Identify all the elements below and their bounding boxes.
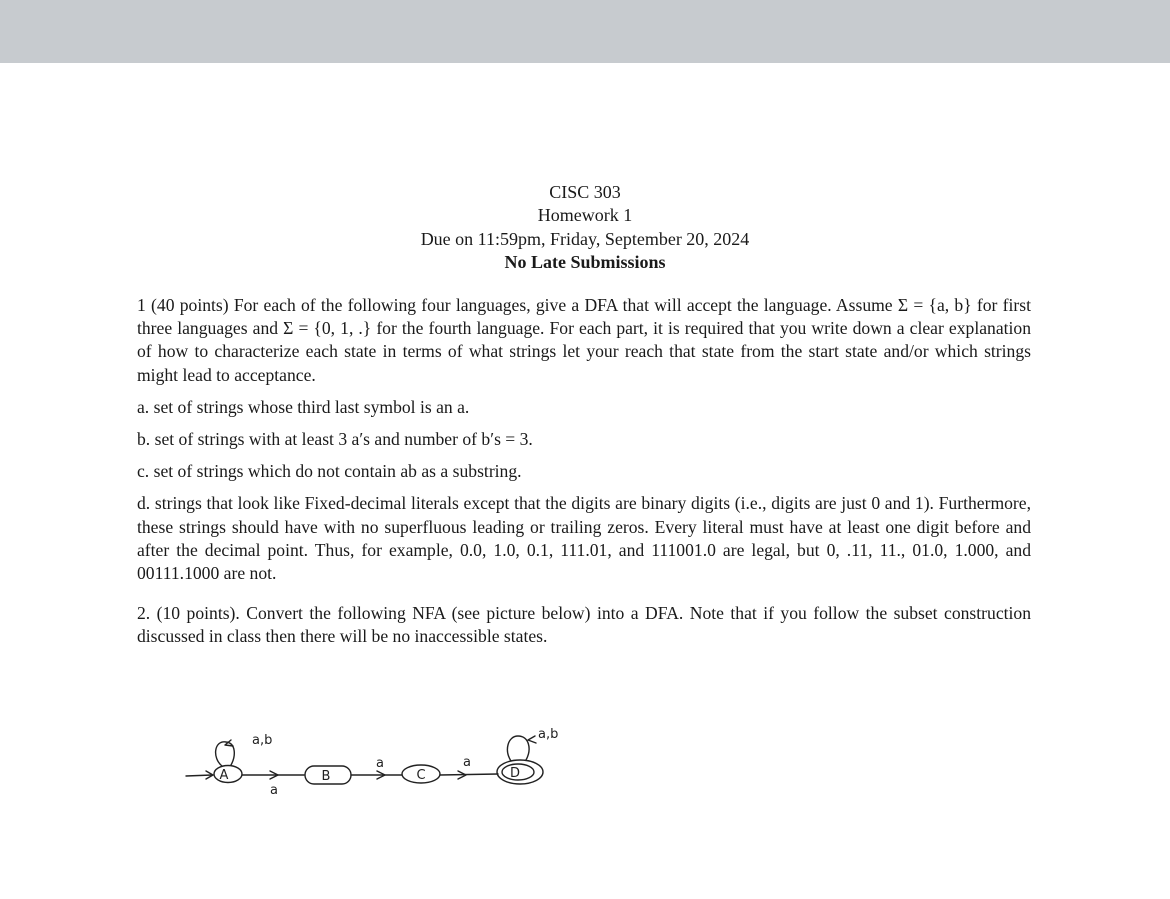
state-a-label: A (219, 768, 229, 783)
course-title: CISC 303 (549, 182, 621, 202)
homework-body (137, 294, 1031, 649)
start-arrow (186, 775, 212, 776)
late-policy: No Late Submissions (504, 251, 666, 272)
edge-c-d (440, 774, 498, 775)
nfa-drawing (178, 716, 588, 806)
due-date: Due on 11:59pm, Friday, September 20, 2024 (420, 228, 750, 249)
loop-d-arrowhead (528, 736, 536, 743)
edge-a-b-label: a (270, 783, 278, 798)
question-1b: b. set of strings with at least 3 a′s and number of b′s = 3. (137, 429, 533, 450)
question-2: 2. (10 points). Convert the following NFA (see picture below) into a DFA. Note that if you follow the subset construction discussed in class then there will be no inaccessible states. (137, 603, 1031, 647)
edge-b-c-label: a (376, 756, 384, 771)
state-d-label: D (509, 766, 521, 781)
state-c-label: C (416, 768, 426, 783)
top-bar (0, 0, 1170, 63)
state-b-label: B (321, 769, 331, 784)
loop-a-label: a,b (252, 733, 273, 748)
edge-c-d-label: a (463, 755, 471, 770)
question-1d: d. strings that look like Fixed-decimal literals except that the digits are binary digits (i.e., digits are just 0 and 1). Furthermore, these strings should have with no superfluous leading or trailing zeros. Every literal must have at least one digit before and after the decimal point. Thus, for example, 0.0, 1.0, 0.1, 111.01, and 111001.0 are legal, but 0, .11, 11., 01.0, 1.000, and 00111.1000 are not. (137, 493, 1031, 584)
loop-d (507, 736, 529, 761)
nfa-diagram (178, 716, 588, 806)
question-1a: a. set of strings whose third last symbol is an a. (137, 396, 470, 417)
question-1c: c. set of strings which do not contain ab as a substring. (137, 461, 522, 482)
question-1-intro: 1 (40 points) For each of the following four languages, give a DFA that will accept the language. Assume Σ = {a, b} for first three languages and Σ = {0, 1, .} for the fourth language. For each part, it is required that you write down a clear explanation of how to characterize each state in terms of what strings let your reach that state from the start state and/or which strings might lead to acceptance. (137, 295, 1031, 385)
loop-d-label: a,b (538, 727, 559, 742)
assignment-title: Homework 1 (537, 205, 633, 226)
document-header (0, 181, 1170, 274)
